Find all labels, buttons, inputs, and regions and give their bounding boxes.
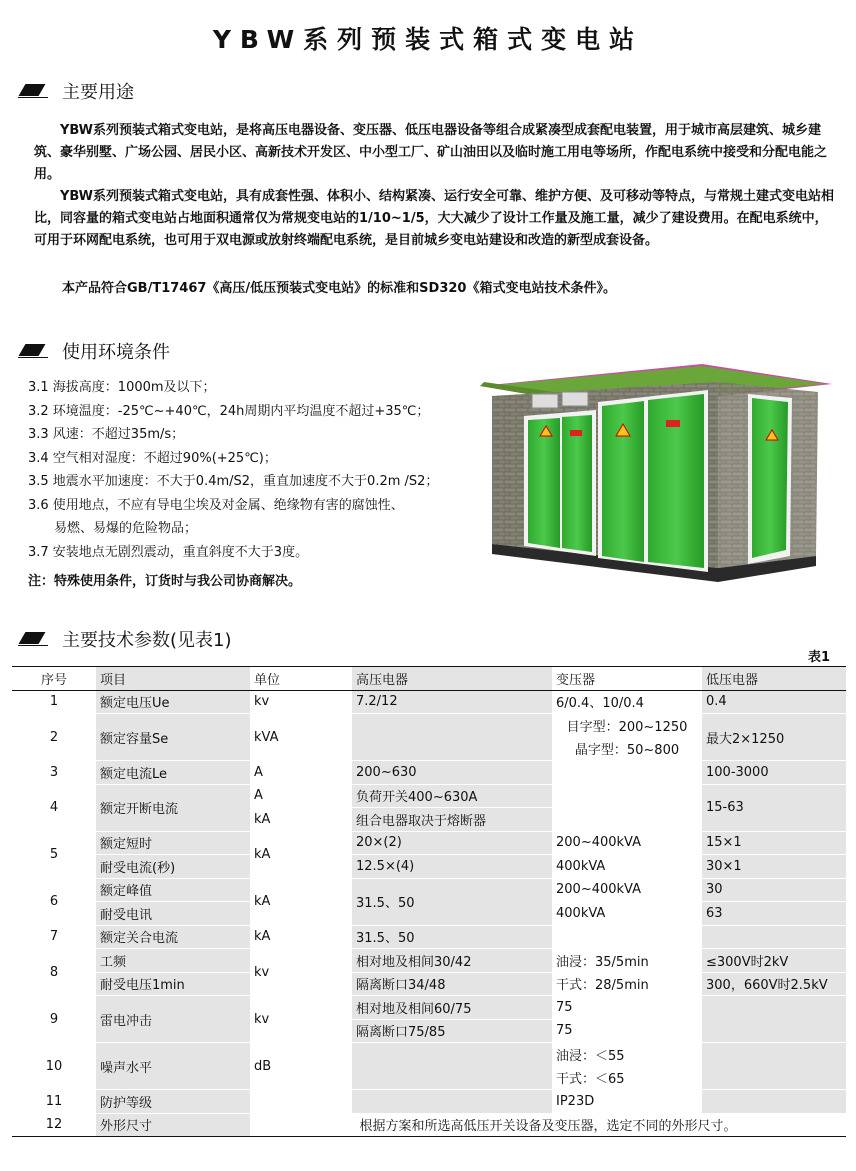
table-row	[12, 996, 846, 1020]
cell: kVA	[250, 714, 352, 761]
cell	[352, 714, 552, 761]
cell	[702, 1043, 846, 1090]
cell: 100-3000	[702, 761, 846, 785]
table-row	[12, 831, 846, 855]
cell	[702, 1090, 846, 1114]
cell: 31.5、50	[352, 925, 552, 949]
cell: 晶字型：50~800	[552, 737, 702, 761]
cell: 400kVA	[552, 902, 702, 926]
env-item: 3.4 空气相对湿度：不超过90%(+25℃)；	[28, 450, 277, 466]
environment-list	[28, 376, 498, 564]
cell: 2	[12, 714, 96, 761]
section-heading-usage	[18, 78, 134, 104]
cell: 根据方案和所选高低压开关设备及变压器，选定不同的外形尺寸。	[250, 1113, 846, 1137]
cell: 10	[12, 1043, 96, 1090]
cell: kv	[250, 949, 352, 996]
cell: 3	[12, 761, 96, 785]
section-title: 主要用途	[62, 82, 134, 103]
environment-note: 注：特殊使用条件，订货时与我公司协商解决。	[28, 574, 302, 589]
cell: 5	[12, 831, 96, 878]
cell: 0.4	[702, 690, 846, 714]
cell: 油浸：35/5min	[552, 949, 702, 973]
table-header-row	[12, 667, 846, 691]
table-row	[12, 878, 846, 902]
cell: 1	[12, 690, 96, 714]
cell: kA	[250, 831, 352, 878]
cell: 200~630	[352, 761, 552, 785]
cell	[352, 1043, 552, 1090]
cell	[352, 1090, 552, 1114]
cell: 400kVA	[552, 855, 702, 879]
usage-paragraph-3: 本产品符合GB/T17467《高压/低压预装式变电站》的标准和SD320《箱式变电站技术条件》。	[62, 281, 616, 296]
table-row	[12, 972, 846, 996]
cell	[552, 784, 702, 831]
cell: 防护等级	[96, 1090, 250, 1114]
cell	[702, 925, 846, 949]
cell: 额定容量Se	[96, 714, 250, 761]
cell: 噪声水平	[96, 1043, 250, 1090]
table-row	[12, 855, 846, 879]
cell: 7	[12, 925, 96, 949]
env-item: 3.3 风速：不超过35m/s；	[28, 427, 185, 442]
table-row	[12, 690, 846, 714]
heading-marker-icon	[18, 83, 48, 99]
cell: 外形尺寸	[96, 1113, 250, 1137]
cell: 75	[552, 1019, 702, 1043]
cell: kA	[250, 808, 352, 832]
cell: IP23D	[552, 1090, 702, 1114]
cell: 11	[12, 1090, 96, 1114]
header-cell: 低压电器	[702, 667, 846, 691]
cell: 油浸：＜55	[552, 1043, 702, 1067]
header-cell: 变压器	[552, 667, 702, 691]
cell: 额定电压Ue	[96, 690, 250, 714]
cell	[552, 761, 702, 785]
cell: 75	[552, 996, 702, 1020]
cell: kv	[250, 996, 352, 1043]
cell: 干式：＜65	[552, 1066, 702, 1090]
env-item: 易燃、易爆的危险物品；	[54, 521, 198, 536]
cell: 额定关合电流	[96, 925, 250, 949]
cell: 15×1	[702, 831, 846, 855]
cell: 额定峰值	[96, 878, 250, 902]
cell: 耐受电讯	[96, 902, 250, 926]
cell: 耐受电流(秒)	[96, 855, 250, 879]
cell: 负荷开关400~630A	[352, 784, 552, 808]
section-title: 主要技术参数(见表1)	[62, 630, 232, 651]
cell: 9	[12, 996, 96, 1043]
table-row	[12, 784, 846, 808]
cell: kA	[250, 925, 352, 949]
cell: 相对地及相间30/42	[352, 949, 552, 973]
cell: 200~400kVA	[552, 831, 702, 855]
cell: 组合电器取决于熔断器	[352, 808, 552, 832]
cell: 耐受电压1min	[96, 972, 250, 996]
cell: kA	[250, 878, 352, 925]
cell: 200~400kVA	[552, 878, 702, 902]
usage-paragraph-1: YBW系列预装式箱式变电站，是将高压电器设备、变压器、低压电器设备等组合成紧凑型成套配电装置，用于城市高层建筑、城乡建筑、豪华别墅、广场公园、居民小区、高新技术开发区、中小型工厂、矿山油田以及临时施工用电等场所，作配电系统中接受和分配电能之用。	[34, 123, 828, 182]
cell: 4	[12, 784, 96, 831]
cell: 8	[12, 949, 96, 996]
cell: 6/0.4、10/0.4	[552, 690, 702, 714]
cell: 最大2×1250	[702, 714, 846, 761]
cell: 63	[702, 902, 846, 926]
table-row	[12, 1113, 846, 1137]
env-item: 3.7 安装地点无剧烈震动，重直斜度不大于3度。	[28, 544, 309, 560]
cell: 隔离断口75/85	[352, 1019, 552, 1043]
cell: ≤300V时2kV	[702, 949, 846, 973]
cell: 7.2/12	[352, 690, 552, 714]
cell: 12.5×(4)	[352, 855, 552, 879]
cell: A	[250, 761, 352, 785]
cell	[250, 1090, 352, 1114]
header-cell: 高压电器	[352, 667, 552, 691]
cell: 30×1	[702, 855, 846, 879]
section-heading-params	[18, 626, 232, 652]
table-row	[12, 949, 846, 973]
cell: 30	[702, 878, 846, 902]
table-row	[12, 714, 846, 738]
heading-marker-icon	[18, 343, 48, 359]
spec-table	[12, 666, 846, 1137]
usage-paragraph-2: YBW系列预装式箱式变电站，具有成套性强、体积小、结构紧凑、运行安全可靠、维护方便、及可移动等特点，与常规土建式变电站相比，同容量的箱式变电站占地面积通常仅为常规变电站的1/10~1/5，大大减少了设计工作量及施工量，减少了建设费用。在配电系统中，可用于环网配电系统，也可用于双电源或放射终端配电系统，是目前城乡变电站建设和改造的新型成套设备。	[34, 189, 834, 248]
cell: 额定电流Le	[96, 761, 250, 785]
substation-product-image	[480, 344, 832, 596]
cell: 目字型：200~1250	[552, 714, 702, 738]
table-label: 表1	[808, 650, 831, 665]
cell: 额定开断电流	[96, 784, 250, 831]
cell: 雷电冲击	[96, 996, 250, 1043]
env-item: 3.2 环境温度：-25℃~+40℃，24h周期内平均温度不超过+35℃；	[28, 403, 430, 419]
table-row	[12, 1043, 846, 1067]
section-title: 使用环境条件	[62, 342, 170, 363]
cell	[702, 996, 846, 1043]
cell: 12	[12, 1113, 96, 1137]
page-title: YBW系列预装式箱式变电站	[212, 25, 644, 54]
cell: dB	[250, 1043, 352, 1090]
table-row	[12, 761, 846, 785]
env-item: 3.6 使用地点，不应有导电尘埃及对金属、绝缘物有害的腐蚀性、	[28, 497, 404, 513]
cell: 额定短时	[96, 831, 250, 855]
header-cell: 单位	[250, 667, 352, 691]
env-item: 3.5 地震水平加速度：不大于0.4m/S2，重直加速度不大于0.2m /S2；	[28, 474, 439, 489]
header-cell: 序号	[12, 667, 96, 691]
cell: 6	[12, 878, 96, 925]
cell: 隔离断口34/48	[352, 972, 552, 996]
cell: kv	[250, 690, 352, 714]
cell: 300，660V时2.5kV	[702, 972, 846, 996]
cell: 15-63	[702, 784, 846, 831]
table-row	[12, 1090, 846, 1114]
cell	[552, 925, 702, 949]
cell: 20×(2)	[352, 831, 552, 855]
section-heading-environment	[18, 338, 170, 364]
cell: 工频	[96, 949, 250, 973]
heading-marker-icon	[18, 631, 48, 647]
cell: 相对地及相间60/75	[352, 996, 552, 1020]
cell: 干式：28/5min	[552, 972, 702, 996]
cell: A	[250, 784, 352, 808]
header-cell: 项目	[96, 667, 250, 691]
cell: 31.5、50	[352, 878, 552, 925]
env-item: 3.1 海拔高度：1000m及以下；	[28, 380, 216, 395]
table-row	[12, 925, 846, 949]
